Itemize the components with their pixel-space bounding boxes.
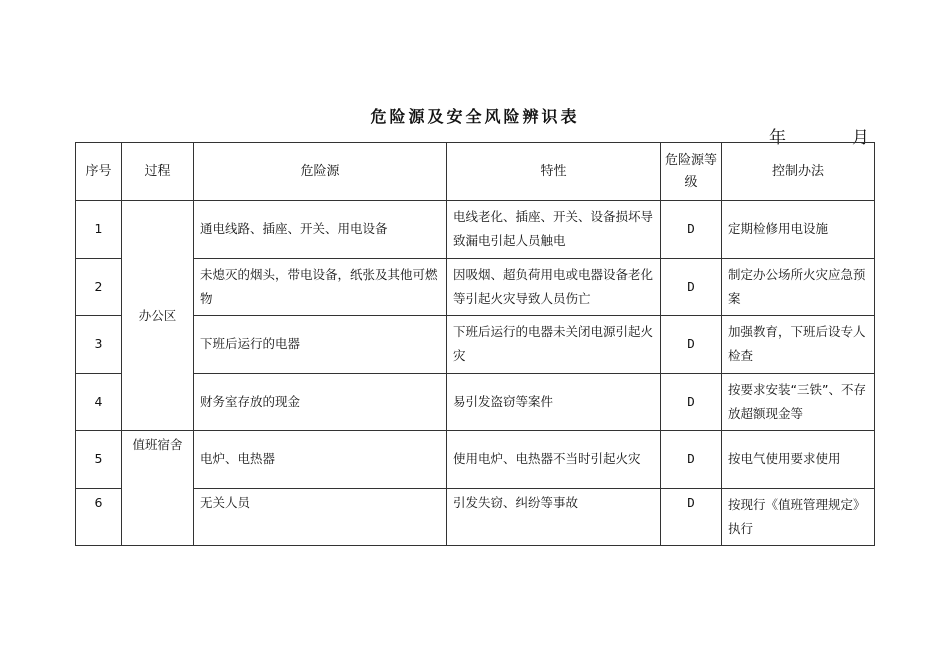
table-row	[76, 258, 875, 316]
row-feature: 易引发盗窃等案件	[447, 373, 661, 431]
header-control: 控制办法	[722, 143, 875, 201]
row-grade: D	[661, 316, 722, 374]
row-grade: D	[661, 488, 722, 546]
row-hazard: 下班后运行的电器	[194, 316, 447, 374]
row-feature: 引发失窃、纠纷等事故	[447, 488, 661, 546]
row-feature: 因吸烟、超负荷用电或电器设备老化等引起火灾导致人员伤亡	[447, 258, 661, 316]
row-hazard: 财务室存放的现金	[194, 373, 447, 431]
row-hazard: 无关人员	[194, 488, 447, 546]
row-seq: 4	[76, 373, 122, 431]
row-feature: 下班后运行的电器未关闭电源引起火灾	[447, 316, 661, 374]
row-seq: 2	[76, 258, 122, 316]
row-feature: 使用电炉、电热器不当时引起火灾	[447, 431, 661, 489]
row-control: 按要求安装“三铁”、不存放超额现金等	[722, 373, 875, 431]
header-seq: 序号	[76, 143, 122, 201]
table-row	[76, 201, 875, 259]
year-label: 年	[769, 128, 786, 148]
row-hazard: 电炉、电热器	[194, 431, 447, 489]
row-hazard: 通电线路、插座、开关、用电设备	[194, 201, 447, 259]
row-seq: 1	[76, 201, 122, 259]
month-label: 月	[852, 128, 869, 148]
row-hazard: 未熄灭的烟头，带电设备，纸张及其他可燃物	[194, 258, 447, 316]
process-office: 办公区	[122, 201, 194, 431]
risk-table	[75, 142, 875, 546]
table-row	[76, 431, 875, 489]
row-control: 加强教育，下班后设专人检查	[722, 316, 875, 374]
table-row	[76, 488, 875, 546]
row-grade: D	[661, 373, 722, 431]
row-control: 按电气使用要求使用	[722, 431, 875, 489]
row-control: 定期检修用电设施	[722, 201, 875, 259]
row-grade: D	[661, 431, 722, 489]
table-row	[76, 316, 875, 374]
table-row	[76, 373, 875, 431]
row-control: 按现行《值班管理规定》执行	[722, 488, 875, 546]
row-seq: 5	[76, 431, 122, 489]
process-duty-dorm: 值班宿舍	[122, 431, 194, 546]
table-header-row	[76, 143, 875, 201]
header-process: 过程	[122, 143, 194, 201]
header-feature: 特性	[447, 143, 661, 201]
row-control: 制定办公场所火灾应急预案	[722, 258, 875, 316]
row-grade: D	[661, 201, 722, 259]
header-hazard: 危险源	[194, 143, 447, 201]
row-feature: 电线老化、插座、开关、设备损坏导致漏电引起人员触电	[447, 201, 661, 259]
row-grade: D	[661, 258, 722, 316]
row-seq: 6	[76, 488, 122, 546]
document-title: 危险源及安全风险辨识表	[370, 107, 580, 126]
row-seq: 3	[76, 316, 122, 374]
header-grade: 危险源等级	[661, 143, 722, 201]
